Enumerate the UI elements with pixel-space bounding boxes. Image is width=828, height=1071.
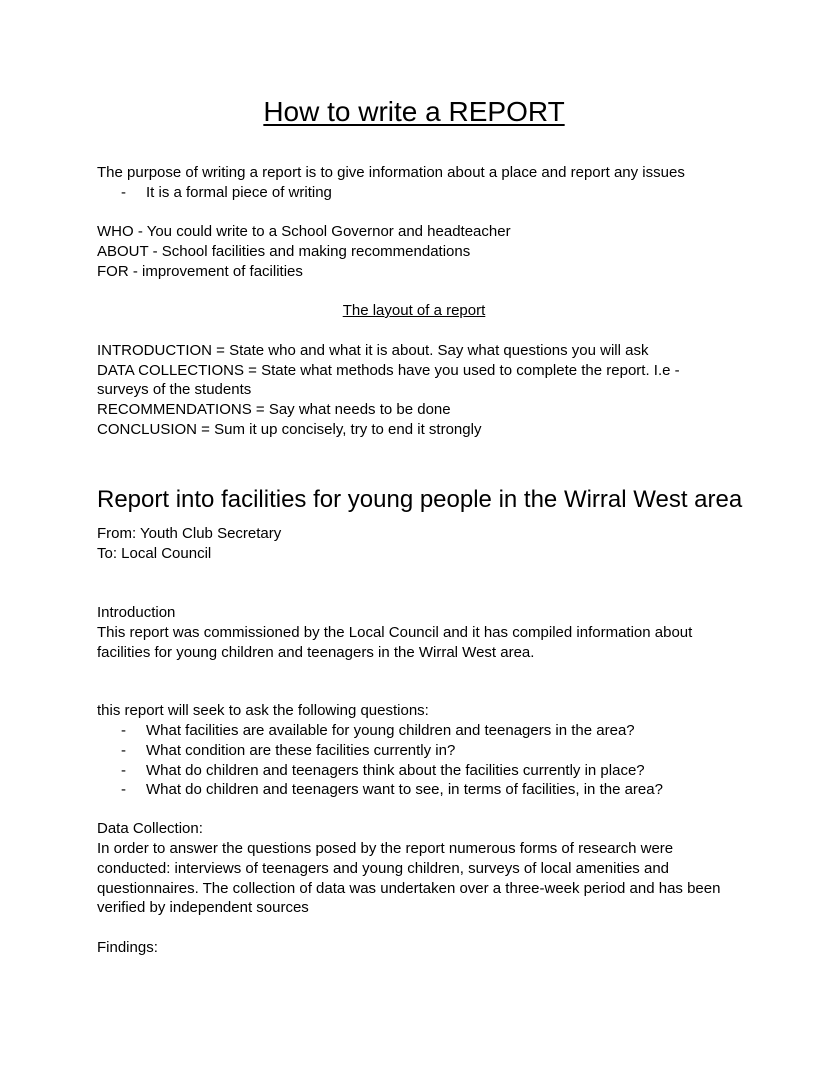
data-collection-line: verified by independent sources <box>97 899 309 916</box>
who-line: WHO - You could write to a School Governor and headteacher <box>97 223 511 240</box>
introduction-text-line: facilities for young children and teenagers in the Wirral West area. <box>97 644 535 661</box>
data-collection-line: conducted: interviews of teenagers and young children, surveys of local amenities and <box>97 860 669 877</box>
bullet-dash: - <box>121 781 126 798</box>
question-text: What condition are these facilities currently in? <box>146 742 456 759</box>
question-text: What do children and teenagers want to see, in terms of facilities, in the area? <box>146 781 663 798</box>
report-to: To: Local Council <box>97 545 212 562</box>
introduction-text-line: This report was commissioned by the Local Council and it has compiled information about <box>97 624 693 641</box>
question-text: What facilities are available for young children and teenagers in the area? <box>146 722 635 739</box>
bullet-text: It is a formal piece of writing <box>146 184 332 201</box>
data-collection-heading: Data Collection: <box>97 820 203 837</box>
layout-heading: The layout of a report <box>342 302 486 319</box>
for-line: FOR - improvement of facilities <box>97 263 303 280</box>
findings-heading: Findings: <box>97 939 158 956</box>
bullet-dash: - <box>121 722 126 739</box>
data-collection-line: In order to answer the questions posed by the report numerous forms of research were <box>97 840 674 857</box>
purpose-text: The purpose of writing a report is to give information about a place and report any issues <box>97 164 685 181</box>
layout-conclusion: CONCLUSION = Sum it up concisely, try to end it strongly <box>97 421 482 438</box>
bullet-dash: - <box>121 762 126 779</box>
page-title: How to write a REPORT <box>263 96 565 127</box>
report-from: From: Youth Club Secretary <box>97 525 282 542</box>
report-title: Report into facilities for young people in the Wirral West area <box>97 486 743 513</box>
layout-introduction: INTRODUCTION = State who and what it is about. Say what questions you will ask <box>97 342 649 359</box>
question-text: What do children and teenagers think about the facilities currently in place? <box>146 762 645 779</box>
data-collection-line: questionnaires. The collection of data was undertaken over a three-week period and has been <box>97 880 721 897</box>
about-line: ABOUT - School facilities and making recommendations <box>97 243 471 260</box>
bullet-dash: - <box>121 184 126 201</box>
bullet-dash: - <box>121 742 126 759</box>
introduction-heading: Introduction <box>97 604 176 621</box>
layout-data-collections: DATA COLLECTIONS = State what methods have you used to complete the report. I.e - <box>97 362 680 379</box>
questions-lead: this report will seek to ask the following questions: <box>97 702 429 719</box>
layout-data-collections-cont: surveys of the students <box>97 381 252 398</box>
layout-recommendations: RECOMMENDATIONS = Say what needs to be done <box>97 401 451 418</box>
